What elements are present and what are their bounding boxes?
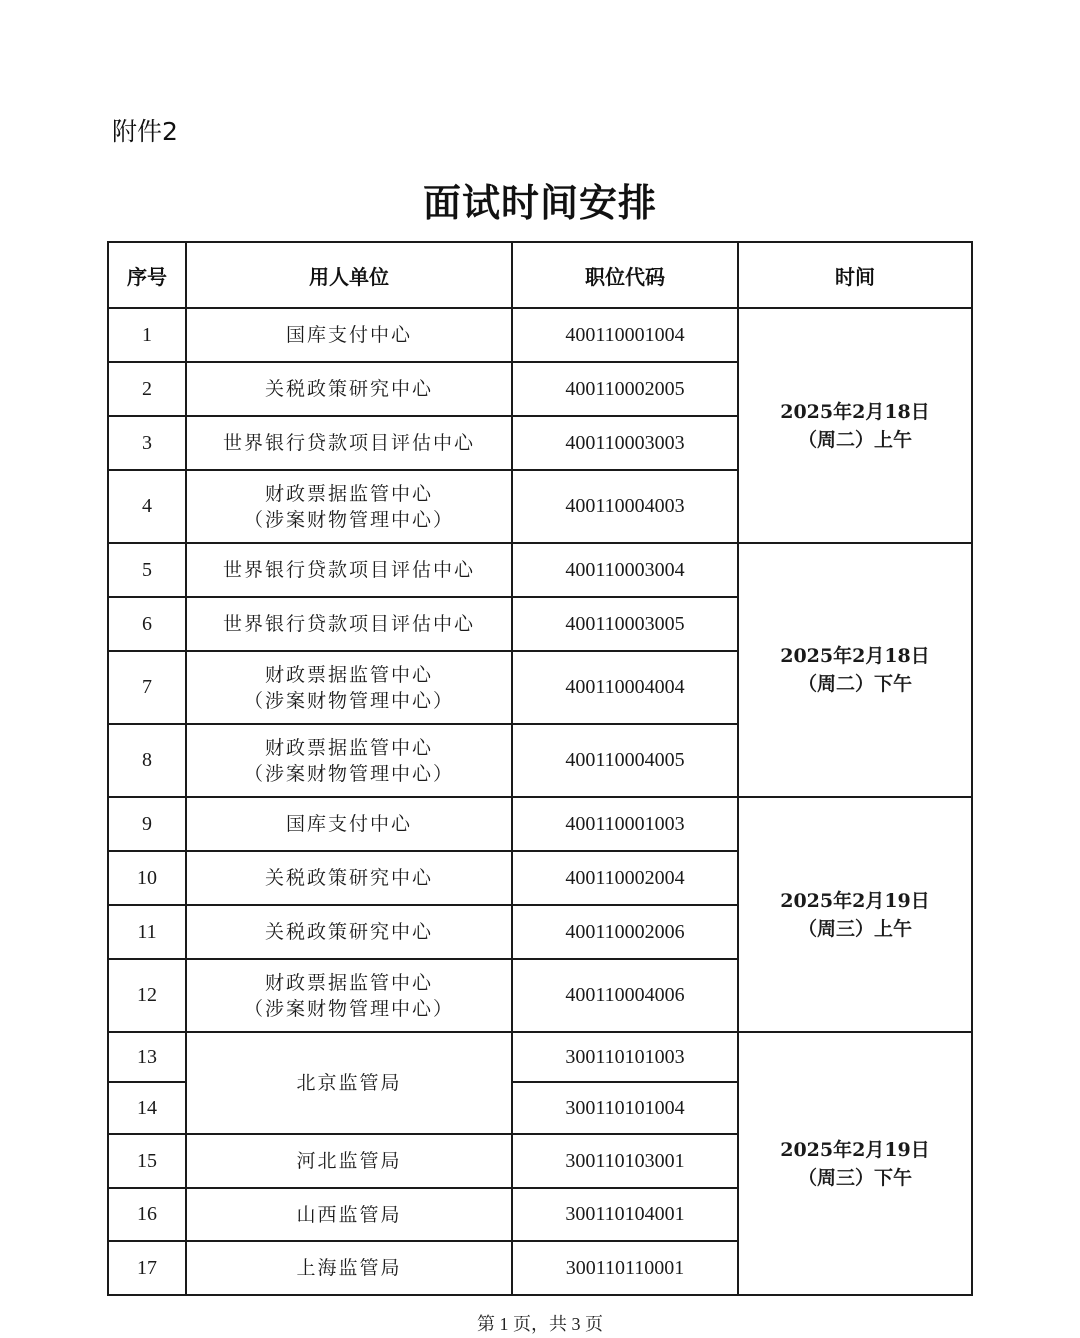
code-cell: 400110002005 bbox=[512, 362, 738, 416]
seq-cell: 17 bbox=[108, 1241, 186, 1295]
code-cell: 300110110001 bbox=[512, 1241, 738, 1295]
unit-cell bbox=[186, 797, 512, 851]
unit-line: 国库支付中心 bbox=[285, 324, 412, 346]
code-cell: 400110002004 bbox=[512, 851, 738, 905]
seq-cell: 8 bbox=[108, 724, 186, 797]
unit-cell bbox=[186, 308, 512, 362]
code-cell: 400110004004 bbox=[512, 651, 738, 724]
seq-cell: 13 bbox=[108, 1032, 186, 1082]
code-cell: 400110004005 bbox=[512, 724, 738, 797]
unit-line: 世界银行贷款项目评估中心 bbox=[222, 559, 475, 581]
unit-cell bbox=[186, 1134, 512, 1188]
unit-cell bbox=[186, 905, 512, 959]
table-row bbox=[108, 1032, 972, 1082]
code-cell: 300110104001 bbox=[512, 1188, 738, 1241]
unit-cell bbox=[186, 1241, 512, 1295]
code-cell: 400110004003 bbox=[512, 470, 738, 543]
unit-line: 关税政策研究中心 bbox=[264, 378, 433, 400]
code-cell: 300110103001 bbox=[512, 1134, 738, 1188]
unit-cell bbox=[186, 651, 512, 724]
seq-cell: 5 bbox=[108, 543, 186, 597]
seq-cell: 3 bbox=[108, 416, 186, 470]
code-cell: 400110001004 bbox=[512, 308, 738, 362]
time-slot-date: 2025年2月19日 bbox=[780, 1138, 930, 1161]
time-slot-date: 2025年2月18日 bbox=[780, 400, 930, 423]
table-row bbox=[108, 543, 972, 597]
code-cell: 400110003004 bbox=[512, 543, 738, 597]
unit-cell bbox=[186, 724, 512, 797]
code-cell: 300110101003 bbox=[512, 1032, 738, 1082]
unit-line: （涉案财物管理中心） bbox=[243, 762, 454, 785]
code-cell: 400110002006 bbox=[512, 905, 738, 959]
unit-cell bbox=[186, 1032, 512, 1134]
attachment-label: 附件2 bbox=[112, 117, 178, 146]
seq-cell: 16 bbox=[108, 1188, 186, 1241]
unit-line: 国库支付中心 bbox=[285, 813, 412, 835]
header-seq: 序号 bbox=[108, 242, 186, 308]
unit-line: （涉案财物管理中心） bbox=[243, 508, 454, 531]
header-code: 职位代码 bbox=[512, 242, 738, 308]
time-slot-period: （周三）上午 bbox=[797, 917, 912, 940]
unit-line: 世界银行贷款项目评估中心 bbox=[222, 432, 475, 454]
table-row bbox=[108, 308, 972, 362]
page-title: 面试时间安排 bbox=[422, 180, 657, 225]
code-cell: 400110003003 bbox=[512, 416, 738, 470]
time-slot-date: 2025年2月18日 bbox=[780, 645, 930, 667]
time-slot-period: （周二）下午 bbox=[797, 673, 912, 695]
unit-line: 上海监管局 bbox=[296, 1257, 402, 1279]
unit-line: 财政票据监管中心 bbox=[264, 663, 433, 686]
page-footer: 第 1 页，共 3 页 bbox=[477, 1314, 603, 1334]
seq-cell: 1 bbox=[108, 308, 186, 362]
code-cell: 400110003005 bbox=[512, 597, 738, 651]
seq-cell: 10 bbox=[108, 851, 186, 905]
time-slot-period: （周三）下午 bbox=[797, 1166, 912, 1189]
seq-cell: 14 bbox=[108, 1082, 186, 1134]
seq-cell: 15 bbox=[108, 1134, 186, 1188]
unit-line: 关税政策研究中心 bbox=[264, 921, 433, 943]
unit-line: 关税政策研究中心 bbox=[264, 867, 433, 889]
unit-cell bbox=[186, 851, 512, 905]
interview-schedule-table bbox=[107, 241, 973, 1296]
unit-cell bbox=[186, 470, 512, 543]
code-cell: 400110004006 bbox=[512, 959, 738, 1032]
unit-line: 北京监管局 bbox=[296, 1072, 402, 1094]
unit-line: （涉案财物管理中心） bbox=[243, 997, 454, 1020]
seq-cell: 2 bbox=[108, 362, 186, 416]
seq-cell: 11 bbox=[108, 905, 186, 959]
time-slot-period: （周二）上午 bbox=[797, 428, 912, 451]
code-cell: 300110101004 bbox=[512, 1082, 738, 1134]
code-cell: 400110001003 bbox=[512, 797, 738, 851]
unit-line: 财政票据监管中心 bbox=[264, 736, 433, 759]
unit-cell bbox=[186, 416, 512, 470]
seq-cell: 7 bbox=[108, 651, 186, 724]
seq-cell: 9 bbox=[108, 797, 186, 851]
unit-line: 河北监管局 bbox=[296, 1150, 402, 1172]
seq-cell: 4 bbox=[108, 470, 186, 543]
unit-line: 山西监管局 bbox=[296, 1203, 402, 1226]
time-slot-cell bbox=[738, 308, 972, 543]
header-time: 时间 bbox=[738, 242, 972, 308]
unit-cell bbox=[186, 362, 512, 416]
table-header-row bbox=[108, 242, 972, 308]
table-row bbox=[108, 797, 972, 851]
seq-cell: 6 bbox=[108, 597, 186, 651]
unit-line: 世界银行贷款项目评估中心 bbox=[222, 613, 475, 635]
time-slot-cell bbox=[738, 543, 972, 797]
unit-line: （涉案财物管理中心） bbox=[243, 689, 454, 712]
unit-cell bbox=[186, 543, 512, 597]
time-slot-cell bbox=[738, 797, 972, 1032]
time-slot-cell bbox=[738, 1032, 972, 1295]
unit-line: 财政票据监管中心 bbox=[264, 971, 433, 994]
unit-cell bbox=[186, 959, 512, 1032]
time-slot-date: 2025年2月19日 bbox=[780, 889, 930, 912]
seq-cell: 12 bbox=[108, 959, 186, 1032]
header-unit: 用人单位 bbox=[186, 242, 512, 308]
unit-line: 财政票据监管中心 bbox=[264, 482, 433, 505]
unit-cell bbox=[186, 1188, 512, 1241]
unit-cell bbox=[186, 597, 512, 651]
